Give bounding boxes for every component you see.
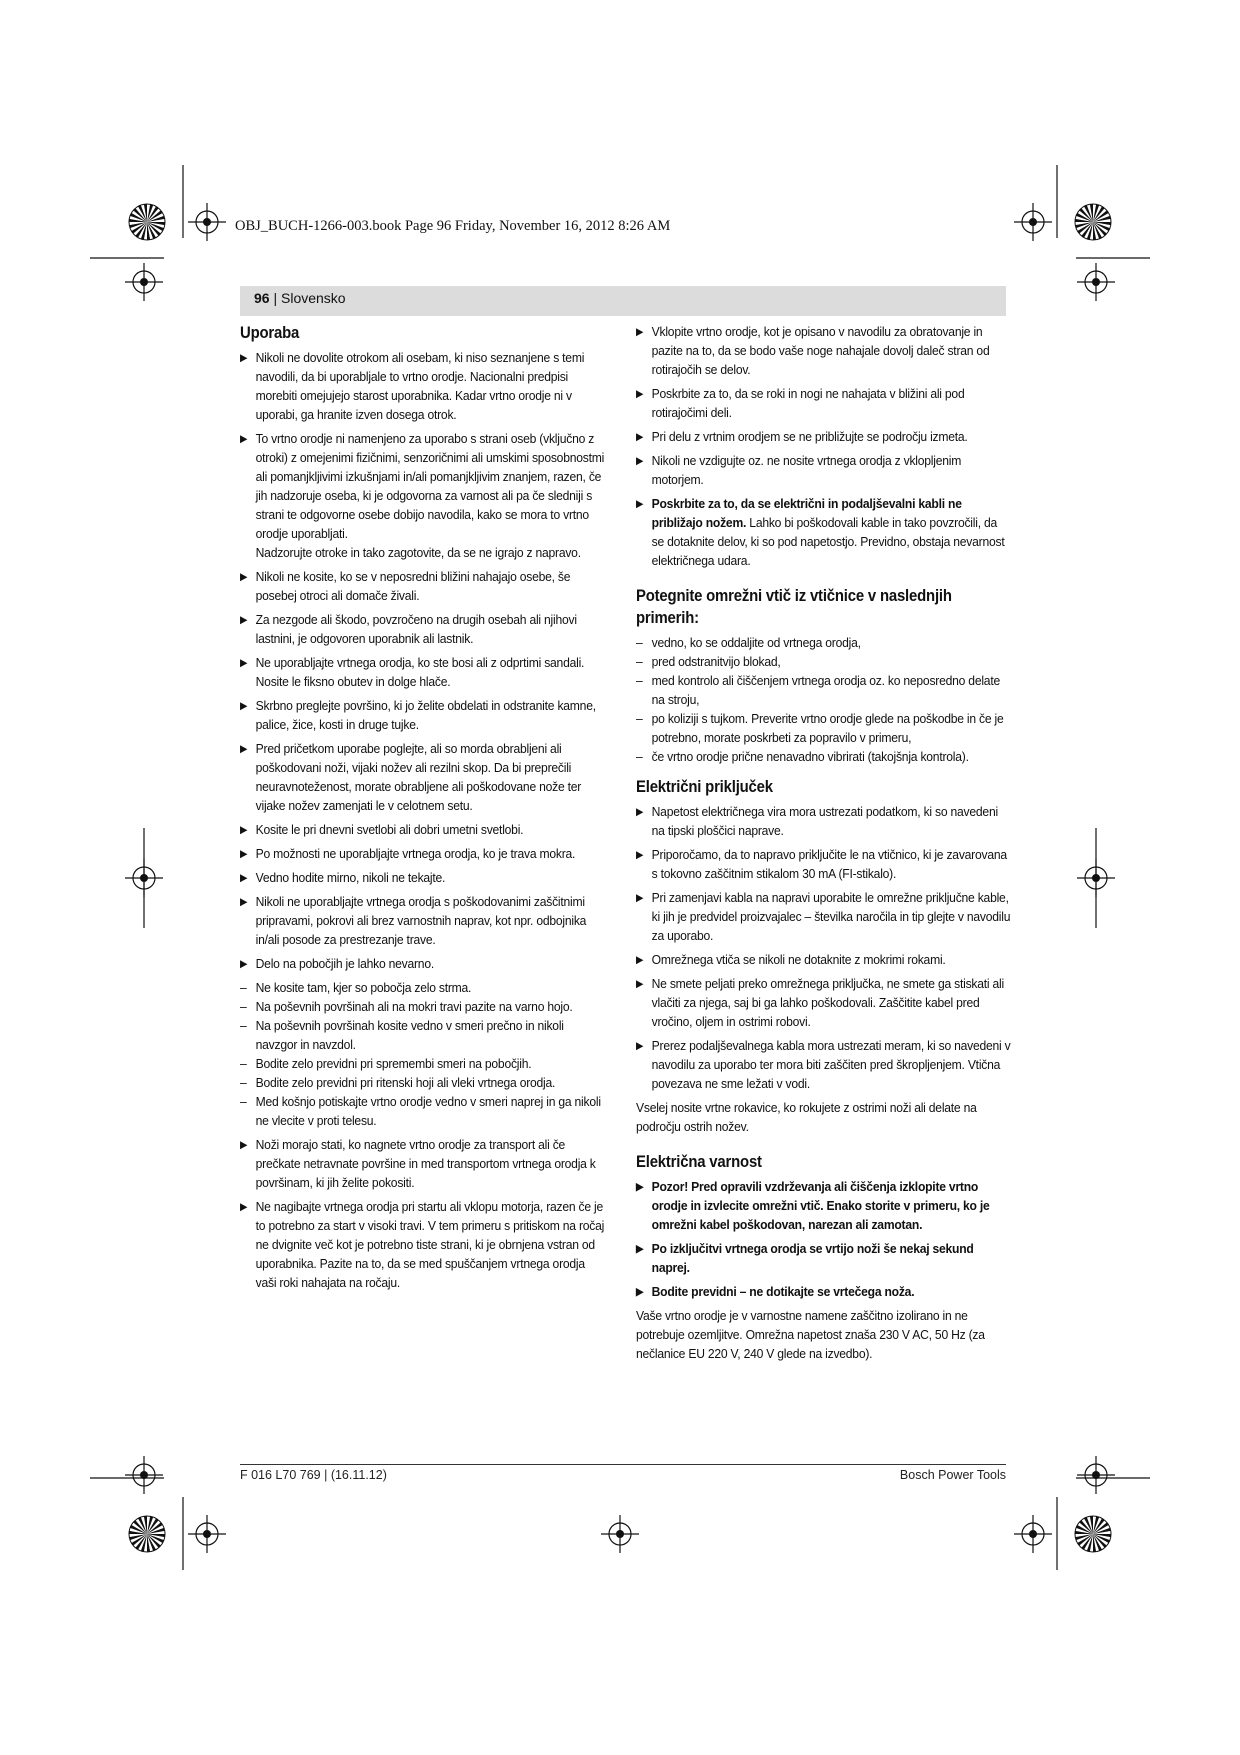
bullet-arrow-icon: ▶ — [636, 892, 644, 904]
list-item: ▶ Omrežnega vtiča se nikoli ne dotaknite z mokrimi rokami. — [636, 950, 1011, 969]
heading-electrical-connection: Električni priključek — [636, 778, 773, 796]
dash-item: – vedno, ko se oddaljite od vrtnega orodja, — [636, 635, 861, 650]
list-item: ▶ Pozor! Pred opravili vzdrževanja ali čiščenja izklopite vrtno orodje in izvlecite omrežni vtič. Enako storite v primeru, ko je omrežni kabel poškodovan, narezan ali zamotan. — [636, 1179, 990, 1232]
bullet-arrow-icon: ▶ — [636, 1181, 644, 1193]
header-bar — [240, 286, 1006, 316]
list-item: ▶ To vrtno orodje ni namenjeno za uporabo s strani oseb (vključno z otroki) z omejenimi fizičnimi, senzoričnimi ali umskimi sposobnostmi ali pomanjkljivimi izkušnjami in/ali pomanjkljivim znanjem, razen, če jih nadzoruje oseba, ki je odgovorna za varnost ali pa če sledniji s strani te odgovorne osebe dobijo navodila, kako se mora to vrtno orodje uporabljati. Nadzorujte otroke in tako zagotovite, da se ne igrajo z napravo. — [240, 429, 606, 562]
list-item: ▶ Napetost električnega vira mora ustrezati podatkom, ki so navedeni na tipski ploščici naprave. — [636, 804, 998, 838]
list-item: ▶ Po izključitvi vrtnega orodja se vrtijo noži še nekaj sekund naprej. — [636, 1241, 974, 1275]
list-item: ▶ Bodite previdni – ne dotikajte se vrtečega noža. — [636, 1282, 1011, 1301]
note-supervise: Nadzorujte otroke in tako zagotovite, da se ne igrajo z napravo. — [255, 545, 581, 560]
dash-item: – pred odstranitvijo blokad, — [636, 654, 781, 669]
bullet-arrow-icon: ▶ — [240, 700, 248, 712]
header-language: Slovensko — [281, 290, 346, 306]
bullet-arrow-icon: ▶ — [636, 1286, 644, 1298]
list-item: ▶ Ne nagibajte vrtnega orodja pri startu ali vklopu motorja, razen če je to potrebno za start v visoki travi. V tem primeru s pritiskom na ročaj ne dvignite več kot je potrebno tiste strani, ki je obrnjena vstran od uporabnika. Pazite na to, da se med spuščanjem vrtnega orodja vaši roki nahajata na ročaju. — [240, 1199, 605, 1290]
dash-marker: – — [240, 980, 247, 995]
list-item: ▶ Po možnosti ne uporabljajte vrtnega orodja, ko je trava mokra. — [240, 844, 606, 863]
dash-marker: – — [636, 654, 643, 669]
dash-item: – Na poševnih površinah kosite vedno v smeri prečno in nikoli navzgor in navzdol. — [240, 1018, 564, 1052]
footer-rule — [240, 1464, 1006, 1465]
bullet-arrow-icon: ▶ — [240, 848, 248, 860]
dash-item: – če vrtno orodje prične nenavadno vibrirati (takojšnja kontrola). — [636, 749, 969, 764]
bullet-arrow-icon: ▶ — [636, 954, 644, 966]
warning-cables: Poskrbite za to, da se električni in podaljševalni kabli ne približajo nožem. — [651, 496, 962, 530]
dash-item: – Ne kosite tam, kjer so pobočja zelo strma. — [240, 980, 472, 995]
bullet-arrow-icon: ▶ — [636, 978, 644, 990]
page-header — [254, 290, 346, 306]
bullet-arrow-icon: ▶ — [636, 431, 644, 443]
bullet-arrow-icon: ▶ — [636, 388, 644, 400]
dash-marker: – — [240, 1018, 247, 1033]
heading-uporaba: Uporaba — [240, 324, 300, 342]
dash-marker: – — [240, 1094, 247, 1109]
list-item: ▶ Delo na pobočjih je lahko nevarno. — [240, 954, 606, 973]
dash-item: – Med košnjo potiskajte vrtno orodje vedno v smeri naprej in ga nikoli ne vlecite v proti telesu. — [240, 1094, 601, 1128]
dash-marker: – — [240, 999, 247, 1014]
list-item: ▶ Vedno hodite mirno, nikoli ne tekajte. — [240, 868, 606, 887]
list-item: ▶ Nikoli ne vzdigujte oz. ne nosite vrtnega orodja z vklopljenim motorjem. — [636, 453, 962, 487]
dash-marker: – — [240, 1056, 247, 1071]
list-item: ▶ Ne uporabljajte vrtnega orodja, ko ste bosi ali z odprtimi sandali. Nosite le fiksno obutev in dolge hlače. — [240, 655, 585, 689]
dash-item: – Na poševnih površinah ali na mokri travi pazite na varno hojo. — [240, 999, 573, 1014]
right-column — [636, 322, 1011, 1368]
left-column — [240, 322, 606, 1297]
list-item: ▶ Ne smete peljati preko omrežnega priključka, ne smete ga stiskati ali vlačiti za njega, saj bi ga lahko poškodovali. Zaščitite kabel pred vročino, oljem in ostrimi robovi. — [636, 976, 1004, 1029]
dash-marker: – — [636, 711, 643, 726]
bullet-arrow-icon: ▶ — [636, 498, 644, 510]
list-item: ▶ Pred pričetkom uporabe poglejte, ali so morda obrabljeni ali poškodovani noži, vijaki nožev ali rezilni skop. Da bi preprečili neuravnoteženost, morate obrabljene ali poškodovane nože ter vijake nožev zamenjati le v celotnem setu. — [240, 741, 582, 813]
bullet-arrow-icon: ▶ — [240, 958, 248, 970]
list-item: ▶ Pri delu z vrtnim orodjem se ne približujte se področju izmeta. — [636, 427, 1011, 446]
list-item: ▶ Poskrbite za to, da se roki in nogi ne nahajata v bližini ali pod rotirajočimi deli. — [636, 386, 965, 420]
bullet-arrow-icon: ▶ — [240, 352, 248, 364]
bullet-arrow-icon: ▶ — [240, 743, 248, 755]
header-separator: | — [269, 290, 281, 306]
bullet-arrow-icon: ▶ — [240, 614, 248, 626]
bullet-arrow-icon: ▶ — [636, 1243, 644, 1255]
list-item: ▶ Priporočamo, da to napravo priključite le na vtičnico, ki je zavarovana s tokovno zaščitnim stikalom 30 mA (FI-stikalo). — [636, 847, 1007, 881]
footer-code: F 016 L70 769 | (16.11.12) — [240, 1468, 387, 1482]
dash-item: – po koliziji s tujkom. Preverite vrtno orodje glede na poškodbe in če je potrebno, morate poskrbeti za popravilo v primeru, — [636, 711, 1004, 745]
dash-marker: – — [240, 1075, 247, 1090]
bullet-arrow-icon: ▶ — [240, 824, 248, 836]
footer-brand: Bosch Power Tools — [899, 1468, 1006, 1482]
dash-item: – Bodite zelo previdni pri spremembi smeri na pobočjih. — [240, 1056, 532, 1071]
bullet-arrow-icon: ▶ — [636, 806, 644, 818]
dash-marker: – — [636, 749, 643, 764]
dash-item: – med kontrolo ali čiščenjem vrtnega orodja oz. ko neposredno delate na stroju, — [636, 673, 1000, 707]
bullet-arrow-icon: ▶ — [240, 896, 248, 908]
bullet-arrow-icon: ▶ — [240, 571, 248, 583]
bullet-arrow-icon: ▶ — [636, 326, 644, 338]
bullet-arrow-icon: ▶ — [636, 849, 644, 861]
list-item: ▶ Prerez podaljševalnega kabla mora ustrezati meram, ki so navedeni v navodilu za uporabo ter mora biti zaščiten pred škropljenjem. Vtična povezava ne sme ležati v vodi. — [636, 1038, 1011, 1091]
list-item: ▶ Skrbno preglejte površino, ki jo želite obdelati in odstranite kamne, palice, žice, kosti in druge tujke. — [240, 698, 596, 732]
dash-marker: – — [636, 673, 643, 688]
list-item: ▶ Poskrbite za to, da se električni in podaljševalni kabli ne približajo nožem. Lahko bi poškodovali kable in tako povzročili, da se dotaknite delov, ki so pod napetostjo. Previdno, obstaja nevarnost električnega udara. — [636, 496, 1005, 568]
heading-unplug: Potegnite omrežni vtič iz vtičnice v naslednjih primerih: — [636, 587, 952, 627]
list-item: ▶ Nikoli ne dovolite otrokom ali osebam, ki niso seznanjene s temi navodili, da bi uporabljale to vrtno orodje. Nacionalni predpisi morebiti omejujejo starost uporabnika. Kadar vrtno orodje ni v uporabi, ga hranite izven dosega otrok. — [240, 350, 585, 422]
bullet-arrow-icon: ▶ — [636, 455, 644, 467]
list-item: ▶ Noži morajo stati, ko nagnete vrtno orodje za transport ali če prečkate netravnate površine in med transportom vrtnega orodja k površinam, ki jih želite pokositi. — [240, 1137, 596, 1190]
list-item: ▶ Pri zamenjavi kabla na napravi uporabite le omrežne priključne kable, ki jih je predvidel proizvajalec – številka naročila in tip glejte v navodilu za uporabo. — [636, 890, 1011, 943]
list-item: ▶ Za nezgode ali škodo, povzročeno na drugih osebah ali njihovi lastnini, je odgovoren uporabnik ali lastnik. — [240, 612, 577, 646]
list-item: ▶ Nikoli ne uporabljajte vrtnega orodja s poškodovanimi zaščitnimi pripravami, pokrovi ali brez varnostnih naprav, kot npr. odbojnika in/ali posode za prestrezanje trave. — [240, 894, 587, 947]
page-number: 96 — [254, 290, 270, 306]
bullet-arrow-icon: ▶ — [240, 1139, 248, 1151]
bullet-arrow-icon: ▶ — [240, 657, 248, 669]
heading-electrical-safety: Električna varnost — [636, 1153, 762, 1171]
dash-marker: – — [636, 635, 643, 650]
list-item: ▶ Nikoli ne kosite, ko se v neposredni bližini nahajajo osebe, še posebej otroci ali domače živali. — [240, 569, 571, 603]
list-item: ▶ Vklopite vrtno orodje, kot je opisano v navodilu za obratovanje in pazite na to, da se bodo vaše noge nahajale dovolj daleč stran od rotirajočih se delov. — [636, 324, 990, 377]
print-slug: OBJ_BUCH-1266-003.book Page 96 Friday, November 16, 2012 8:26 AM — [235, 218, 671, 234]
paragraph-insulation: Vaše vrtno orodje je v varnostne namene zaščitno izolirano in ne potrebuje ozemljitve. Omrežna napetost znaša 230 V AC, 50 Hz (za nečlanice EU 220 V, 240 V glede na izvedbo). — [636, 1308, 985, 1361]
bullet-arrow-icon: ▶ — [636, 1040, 644, 1052]
bullet-arrow-icon: ▶ — [240, 433, 248, 445]
paragraph-gloves: Vselej nosite vrtne rokavice, ko rokujete z ostrimi noži ali delate na področju ostrih nožev. — [636, 1100, 977, 1134]
bullet-arrow-icon: ▶ — [240, 1201, 248, 1213]
dash-item: – Bodite zelo previdni pri ritenski hoji ali vleki vrtnega orodja. — [240, 1075, 556, 1090]
bullet-arrow-icon: ▶ — [240, 872, 248, 884]
list-item: ▶ Kosite le pri dnevni svetlobi ali dobri umetni svetlobi. — [240, 820, 606, 839]
